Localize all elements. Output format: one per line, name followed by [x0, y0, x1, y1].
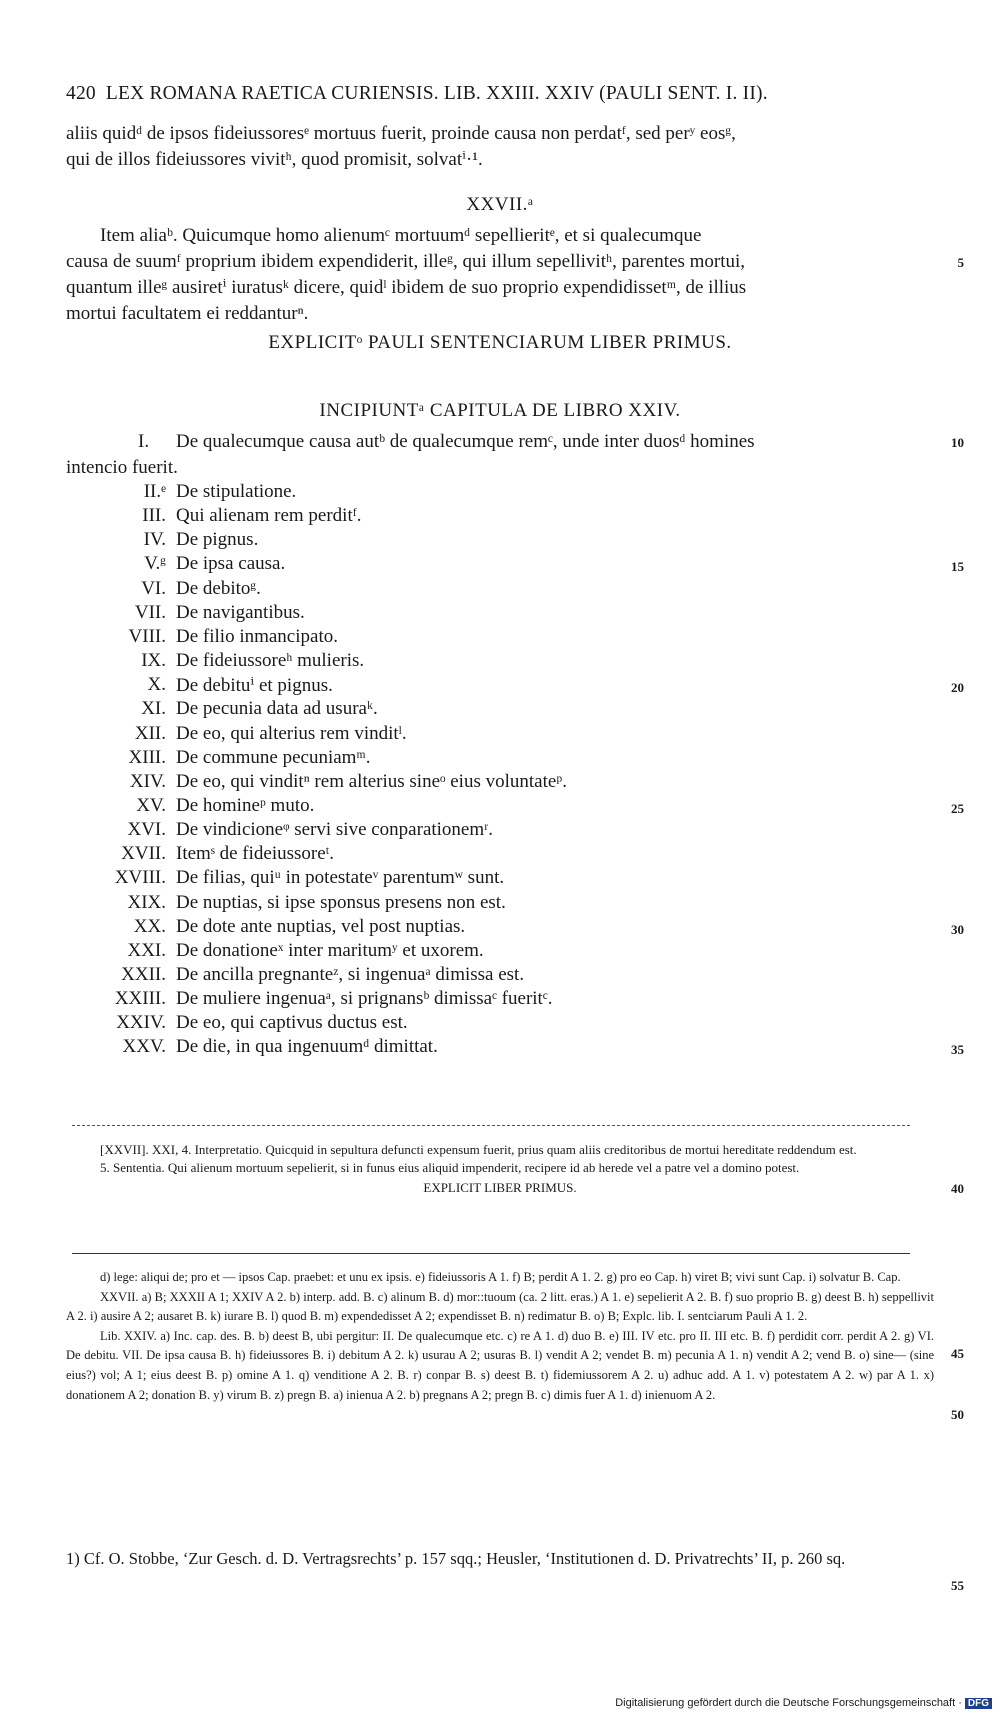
chapter-title: De die, in qua ingenuumᵈ dimittat.: [176, 1036, 438, 1058]
explicit-liber: EXPLICIT LIBER PRIMUS.: [423, 1180, 577, 1195]
line-number: 55: [951, 1578, 964, 1593]
line-number: 15: [951, 559, 964, 575]
chapter-title: De ancilla pregnanteᶻ, si ingenuaᵃ dimissa est.: [176, 964, 525, 985]
chapter-row: [66, 578, 934, 604]
chapter-row: [66, 867, 934, 893]
chapter-number: V.ᵍ: [144, 553, 166, 575]
chapter-number: XIV.: [129, 770, 166, 792]
section-heading-xxvii: XXVII.ᵃ: [466, 194, 534, 215]
chapter-number: XXV.: [122, 1036, 166, 1058]
line-number: 5: [957, 255, 964, 270]
chapter-title: De dote ante nuptias, vel post nuptias.: [176, 915, 466, 937]
chapter-title: De homineᵖ muto.: [176, 794, 315, 816]
chapter-row: [66, 747, 934, 773]
line-text: aliis quidᵈ de ipsos fideiussoresᵉ mortuus fuerit, proinde causa non perdatᶠ, sed perʸ eosᵍ,: [66, 123, 736, 144]
chapter-number: VIII.: [128, 625, 166, 647]
chapter-row: [66, 940, 934, 966]
chapter-row: [66, 1036, 964, 1062]
chapter-number: I.: [138, 431, 150, 452]
chapter-title: De debituⁱ et pignus.: [176, 675, 333, 697]
chapter-row: [66, 481, 934, 507]
apparatus-para: Lib. XXIV. a) Inc. cap. des. B. b) deest B, ubi pergitur: II. De qualecumque etc. c) re A 1. d) duo B. e) III. IV etc. pro II. III etc. B. f) perdidit corr. perdit A 2. g) VI. De debitu. VII. De ipsa causa B. h) fideiussores B. i) debitum A 2. k) usurau A 2; usuras B. l) vendit A 2; vendet B. m) pecunia A 1. n) vendit A 2; vend B. o) sine— (sine eius?) vol; A 1; eius deest B. p) omine A 1. q) venditione A 2. B. r) conpar B. s) deest B. t) fidemiussorem A 2. u) adhuc add. A 1. v) potestatem A 2. w) par A 1. x) donationem A 2; donation B. y) virum B. z) pregn B. a) inienua A 2. b) pregnans A 2; pregn B. c) dimis fuer A 1. d) inienuom A 2.: [66, 1328, 934, 1402]
chapter-row: [66, 988, 934, 1014]
page-number: 420: [66, 83, 96, 104]
explicit-heading: EXPLICITᵒ PAULI SENTENCIARUM LIBER PRIMUS.: [268, 332, 732, 353]
continuation-text: [66, 121, 934, 173]
chapter-title: De filias, quiᵘ in potestateᵛ parentumʷ sunt.: [176, 867, 505, 889]
chapter-title: De navigantibus.: [176, 601, 305, 623]
line-number: 10: [951, 435, 964, 450]
chapter-number: XI.: [141, 698, 166, 720]
chapter-number: XXIV.: [116, 1012, 166, 1034]
chapter-number: XIII.: [128, 746, 166, 768]
chapter-row: [66, 674, 964, 700]
line-text: intencio fuerit.: [66, 457, 178, 478]
chapter-row: [66, 723, 934, 749]
chapter-row: [66, 553, 964, 579]
apparatus-para: XXVII. a) B; XXXII A 1; XXIV A 2. b) interp. add. B. c) alinum B. d) mor::tuoum (ca. 2 litt. eras.) A 1. e) sepelierit A 2. B. f) suo proprio B. g) deest B. h) seppellivit A 2. i) ausire A 2; ausaret B. k) iurare B. l) quod B. m) expendedisset A 2; expendisset B. n) redimatur B. o) B; Explc. lib. I. sentciarum Pauli A 1. 2.: [66, 1289, 934, 1324]
chapter-number: XXI.: [127, 939, 166, 961]
chapter-row: [66, 698, 934, 724]
chapter-row: [66, 843, 934, 869]
chapter-title: De debitoᵍ.: [176, 577, 261, 599]
chapter-row: [66, 626, 934, 652]
text-line: [66, 147, 934, 173]
chapter-number: XXIII.: [114, 988, 166, 1010]
text-line: [66, 275, 934, 301]
divider: [72, 1253, 910, 1254]
line-text: Item aliaᵇ. Quicumque homo alienumᶜ mortuumᵈ sepellieritᵉ, et si qualecumque: [100, 225, 702, 246]
chapter-number: IX.: [141, 650, 166, 672]
chapter-title: De eo, qui captivus ductus est.: [176, 1012, 408, 1034]
chapter-title: De qualecumque causa autᵇ de qualecumque remᶜ, unde inter duosᵈ homines: [176, 431, 755, 452]
chapter-number: XVII.: [121, 843, 166, 865]
line-number: 50: [951, 1406, 964, 1422]
line-number: 45: [951, 1345, 964, 1361]
text-line: [66, 121, 934, 147]
chapter-row: [66, 819, 934, 845]
chapter-number: XIX.: [127, 891, 166, 913]
line-number: 30: [951, 921, 964, 937]
chapter-number: XVI.: [127, 819, 166, 841]
chapter-title: De stipulatione.: [176, 481, 297, 502]
line-text: qui de illos fideiussores vivitʰ, quod promisit, solvatⁱ·¹.: [66, 149, 483, 170]
chapter-number: XVIII.: [114, 867, 166, 889]
line-text: mortui facultatem ei reddanturⁿ.: [66, 303, 309, 324]
text-line: [66, 429, 964, 455]
footnote-text: 1) Cf. O. Stobbe, ‘Zur Gesch. d. D. Vertragsrechts’ p. 157 sqq.; Heusler, ‘Institutionen d. D. Privatrechts’ II, p. 260 sq.: [66, 1549, 846, 1568]
chapter-title: Itemˢ de fideiussoreᵗ.: [176, 843, 335, 865]
text-line: [66, 249, 964, 275]
line-number: 25: [951, 800, 964, 816]
chapter-title: De filio inmancipato.: [176, 625, 338, 647]
chapter-title: De muliere ingenuaᵃ, si prignansᵇ dimissaᶜ fueritᶜ.: [176, 988, 553, 1010]
line-number: 35: [951, 1042, 964, 1058]
interpretatio-para: 5. Sententia. Qui alienum mortuum sepelierit, si in funus eius aliquid impenderit, recipere id ab herede vel a patre vel a domino potest.: [100, 1160, 800, 1175]
chapter-number: VI.: [141, 577, 166, 599]
line-text: quantum illeᵍ ausiretⁱ iuratusᵏ dicere, quidˡ ibidem de suo proprio expendidissetᵐ, de illius: [66, 277, 747, 298]
text-line: [66, 301, 934, 327]
chapter-row: [66, 794, 964, 821]
dfg-logo: DFG: [965, 1698, 992, 1709]
chapter-row: [66, 602, 934, 628]
chapter-number: II.ᵉ: [143, 481, 166, 502]
chapter-title: De nuptias, si ipse sponsus presens non est.: [176, 891, 506, 913]
chapter-title: De eo, qui alterius rem vinditˡ.: [176, 722, 407, 744]
credit-text: Digitalisierung gefördert durch die Deutsche Forschungsgemeinschaft ·: [615, 1697, 962, 1709]
chapter-row: [66, 892, 934, 918]
chapter-row: [66, 964, 934, 990]
chapter-row: [66, 505, 934, 531]
chapter-title: De fideiussoreʰ mulieris.: [176, 650, 365, 672]
chapter-title: De commune pecuniamᵐ.: [176, 746, 371, 768]
chapter-row: [66, 1012, 934, 1038]
chapter-number: III.: [142, 505, 166, 527]
chapter-row: [66, 529, 934, 555]
line-text: causa de suumᶠ proprium ibidem expendiderit, illeᵍ, qui illum sepellivitʰ, parentes mortui,: [66, 251, 746, 272]
chapter-row: [66, 771, 934, 797]
footnote: [66, 1547, 964, 1593]
capitula-heading: INCIPIUNTᵃ CAPITULA DE LIBRO XXIV.: [319, 400, 681, 421]
divider: [72, 1125, 910, 1126]
line-number: 20: [951, 680, 964, 696]
critical-apparatus: [66, 1268, 964, 1422]
text-line: [66, 455, 934, 481]
chapter-number: XII.: [134, 722, 166, 744]
interpretatio: [66, 1141, 964, 1197]
running-title: LEX ROMANA RAETICA CURIENSIS. LIB. XXIII. XXIV (PAULI SENT. I. II).: [105, 83, 768, 104]
chapter-title: Qui alienam rem perditᶠ.: [176, 505, 362, 527]
apparatus-para: d) lege: aliqui de; pro et — ipsos Cap. praebet: et unu ex ipsis. e) fideiussoris A 1. f) B; perdit A 1. 2. g) pro eo Cap. h) viret B; vivi sunt Cap. i) solvatur B. Cap.: [100, 1270, 901, 1284]
chapter-row: [66, 650, 934, 676]
chapter-title: De eo, qui vinditⁿ rem alterius sineᵒ eius voluntateᵖ.: [176, 770, 567, 792]
interpretatio-para: [XXVII]. XXI, 4. Interpretatio. Quicquid in sepultura defuncti expensum fuerit, prius quam aliis creditoribus de mortui hereditate reddendum est.: [100, 1142, 857, 1157]
chapter-title: De donationeˣ inter maritumʸ et uxorem.: [176, 939, 484, 961]
chapter-number: IV.: [143, 529, 166, 551]
chapter-number: XX.: [133, 915, 166, 937]
chapter-title: De ipsa causa.: [176, 553, 286, 575]
chapter-title: De pecunia data ad usuraᵏ.: [176, 698, 378, 720]
chapter-number: VII.: [134, 601, 166, 623]
capitula-first: [66, 429, 964, 481]
section-xxvii-text: [66, 223, 964, 327]
line-number: 40: [951, 1181, 964, 1196]
running-head: [66, 83, 934, 105]
chapter-row: [66, 915, 964, 942]
text-line: [66, 223, 934, 249]
chapter-title: De pignus.: [176, 529, 259, 551]
chapter-number: XXII.: [121, 964, 166, 985]
digitization-credit: [615, 1697, 992, 1709]
chapter-number: X.: [147, 674, 166, 696]
chapter-title: De vindicioneᵠ servi sive conparationemʳ.: [176, 819, 494, 841]
chapter-number: XV.: [136, 794, 166, 816]
